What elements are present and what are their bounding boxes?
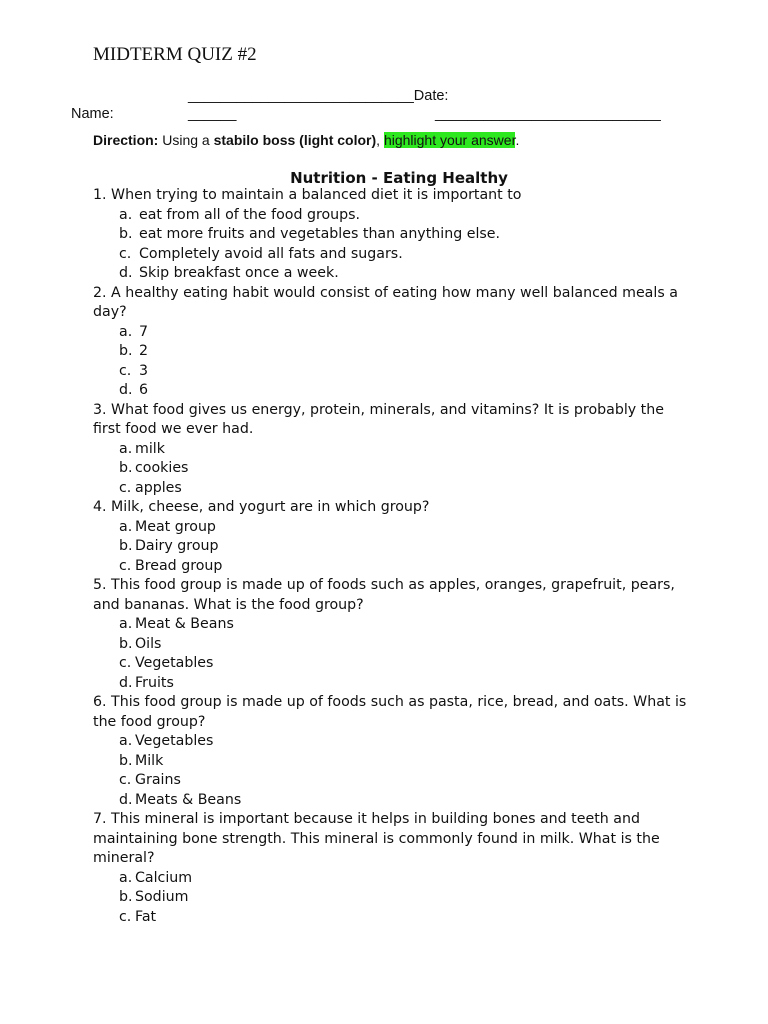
answer-option[interactable] — [93, 771, 693, 791]
option-text: Grains — [135, 772, 181, 788]
option-text: 6 — [139, 382, 149, 398]
name-label: Name: — [71, 106, 114, 122]
option-text: 3 — [139, 362, 149, 379]
direction-line — [93, 132, 519, 148]
option-text: Vegetables — [135, 655, 214, 671]
option-text: Vegetables — [135, 733, 214, 749]
option-letter: b. — [119, 226, 133, 242]
option-text: eat more fruits and vegetables than anything else. — [139, 226, 501, 242]
answer-option[interactable] — [93, 908, 693, 928]
name-blank: ______ — [188, 106, 237, 122]
date-blank: ____________________________ — [435, 106, 661, 122]
option-letter: b. — [119, 752, 133, 769]
question-block — [93, 186, 693, 284]
question-block — [93, 284, 693, 401]
direction-tool: stabilo boss (light color) — [213, 132, 377, 148]
direction-text-2: , — [376, 132, 384, 148]
answer-option[interactable] — [93, 888, 693, 908]
answer-option[interactable] — [93, 440, 693, 460]
option-letter: a. — [119, 206, 133, 223]
direction-label: Direction: — [93, 132, 159, 148]
option-letter: c. — [119, 908, 132, 925]
option-letter: c. — [119, 479, 132, 496]
option-text: eat from all of the food groups. — [139, 206, 361, 223]
answer-option[interactable] — [93, 225, 693, 245]
answer-option[interactable] — [93, 342, 693, 362]
question-text: 4. Milk, cheese, and yogurt are in which group? — [93, 499, 430, 515]
question-text: 7. This mineral is important because it helps in building bones and teeth and maintaining bone strength. This mineral is commonly found in milk. What is the mineral? — [93, 811, 660, 866]
option-text: 2 — [139, 343, 149, 359]
option-letter: a. — [119, 869, 133, 886]
answer-option[interactable] — [93, 732, 693, 752]
option-letter: d. — [119, 791, 133, 808]
section-title: Nutrition - Eating Healthy — [290, 169, 508, 187]
date-line: ____________________________Date: — [188, 88, 449, 104]
option-text: Meat group — [135, 518, 216, 535]
answer-option[interactable] — [93, 245, 693, 265]
option-text: Calcium — [135, 869, 193, 886]
option-letter: b. — [119, 460, 133, 476]
question-text: 3. What food gives us energy, protein, minerals, and vitamins? It is probably the first food we ever had. — [93, 401, 664, 437]
question-text: 5. This food group is made up of foods such as apples, oranges, grapefruit, pears, and bananas. What is the food group? — [93, 577, 675, 613]
option-text: Completely avoid all fats and sugars. — [139, 245, 403, 262]
answer-options — [93, 615, 693, 693]
option-letter: b. — [119, 889, 133, 905]
answer-option[interactable] — [93, 557, 693, 577]
option-letter: b. — [119, 538, 133, 554]
option-text: Meats & Beans — [135, 791, 242, 808]
option-letter: d. — [119, 265, 133, 281]
option-text: Fruits — [135, 674, 174, 691]
answer-option[interactable] — [93, 459, 693, 479]
answer-option[interactable] — [93, 615, 693, 635]
question-text: 6. This food group is made up of foods such as pasta, rice, bread, and oats. What is the food group? — [93, 694, 687, 730]
option-letter: a. — [119, 323, 133, 340]
name-date-row — [0, 88, 768, 128]
option-letter: b. — [119, 635, 133, 652]
option-text: Milk — [135, 752, 164, 769]
option-text: Dairy group — [135, 538, 219, 554]
answer-options — [93, 206, 693, 284]
answer-option[interactable] — [93, 381, 693, 401]
option-letter: c. — [119, 245, 132, 262]
option-text: apples — [135, 479, 182, 496]
option-letter: c. — [119, 772, 132, 788]
answer-option[interactable] — [93, 479, 693, 499]
answer-option[interactable] — [93, 635, 693, 655]
direction-text-1: Using a — [158, 132, 214, 148]
answer-option[interactable] — [93, 537, 693, 557]
question-block — [93, 576, 693, 693]
answer-options — [93, 869, 693, 928]
answer-option[interactable] — [93, 791, 693, 811]
answer-options — [93, 323, 693, 401]
question-text: 2. A healthy eating habit would consist of eating how many well balanced meals a day? — [93, 284, 678, 320]
quiz-title: MIDTERM QUIZ #2 — [93, 44, 257, 65]
option-text: Sodium — [135, 889, 189, 905]
direction-highlight: highlight your answer — [383, 132, 516, 148]
option-letter: a. — [119, 733, 133, 749]
answer-options — [93, 440, 693, 499]
option-letter: a. — [119, 518, 133, 535]
answer-options — [93, 732, 693, 810]
answer-option[interactable] — [93, 206, 693, 226]
option-letter: a. — [119, 440, 133, 457]
option-text: milk — [135, 440, 165, 457]
option-letter: d. — [119, 674, 133, 691]
answer-option[interactable] — [93, 264, 693, 284]
option-letter: c. — [119, 557, 132, 574]
answer-option[interactable] — [93, 674, 693, 694]
option-text: cookies — [135, 460, 189, 476]
answer-options — [93, 518, 693, 577]
option-text: Oils — [135, 635, 162, 652]
answer-option[interactable] — [93, 518, 693, 538]
question-text: 1. When trying to maintain a balanced diet it is important to — [93, 187, 522, 203]
direction-text-3: . — [515, 132, 520, 148]
question-list — [93, 186, 693, 927]
option-text: Bread group — [135, 557, 223, 574]
question-block — [93, 810, 693, 927]
option-letter: b. — [119, 343, 133, 359]
option-text: Fat — [135, 908, 157, 925]
option-letter: c. — [119, 655, 132, 671]
option-text: 7 — [139, 323, 149, 340]
question-block — [93, 401, 693, 499]
option-text: Skip breakfast once a week. — [139, 265, 339, 281]
question-block — [93, 498, 693, 576]
answer-option[interactable] — [93, 323, 693, 343]
answer-option[interactable] — [93, 752, 693, 772]
question-block — [93, 693, 693, 810]
option-letter: d. — [119, 382, 133, 398]
answer-option[interactable] — [93, 654, 693, 674]
option-text: Meat & Beans — [135, 616, 234, 632]
answer-option[interactable] — [93, 362, 693, 382]
answer-option[interactable] — [93, 869, 693, 889]
option-letter: c. — [119, 362, 132, 379]
option-letter: a. — [119, 616, 133, 632]
